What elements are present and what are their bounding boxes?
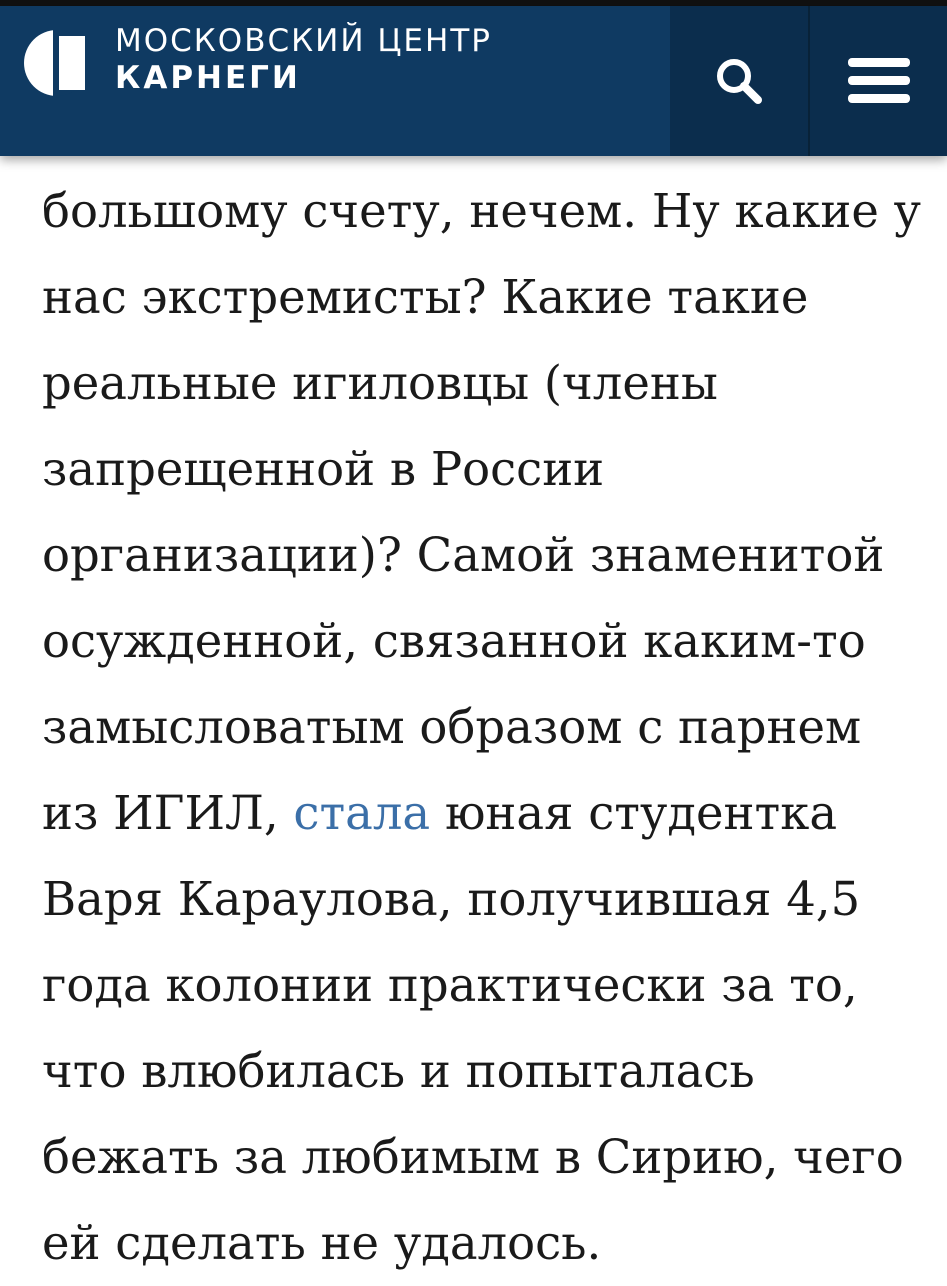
site-logo-text[interactable] (115, 23, 492, 96)
article-text-before-link: большому счету, нечем. Ну какие у нас экстремисты? Какие такие реальные игиловцы (члены запрещенной в России организации)? Самой знаменитой осужденной, связанной каким-то замысловатым образом с парнем из ИГИЛ, (42, 184, 922, 840)
search-icon (714, 56, 764, 106)
site-header (0, 6, 947, 156)
hamburger-menu-icon (848, 58, 910, 104)
carnegie-logo-icon[interactable] (22, 28, 92, 98)
logo-line-1: МОСКОВСКИЙ ЦЕНТР (115, 23, 492, 59)
article-text-after-link: юная студентка Варя Караулова, получившая 4,5 года колонии практически за то, что влюбилась и попыталась бежать за любимым в Сирию, чего ей сделать не удалось. (42, 786, 904, 1270)
logo-line-2: КАРНЕГИ (115, 60, 301, 96)
menu-button[interactable] (810, 6, 947, 156)
search-button[interactable] (670, 6, 808, 156)
article-inline-link[interactable]: стала (293, 786, 431, 840)
article-paragraph (42, 168, 922, 1286)
